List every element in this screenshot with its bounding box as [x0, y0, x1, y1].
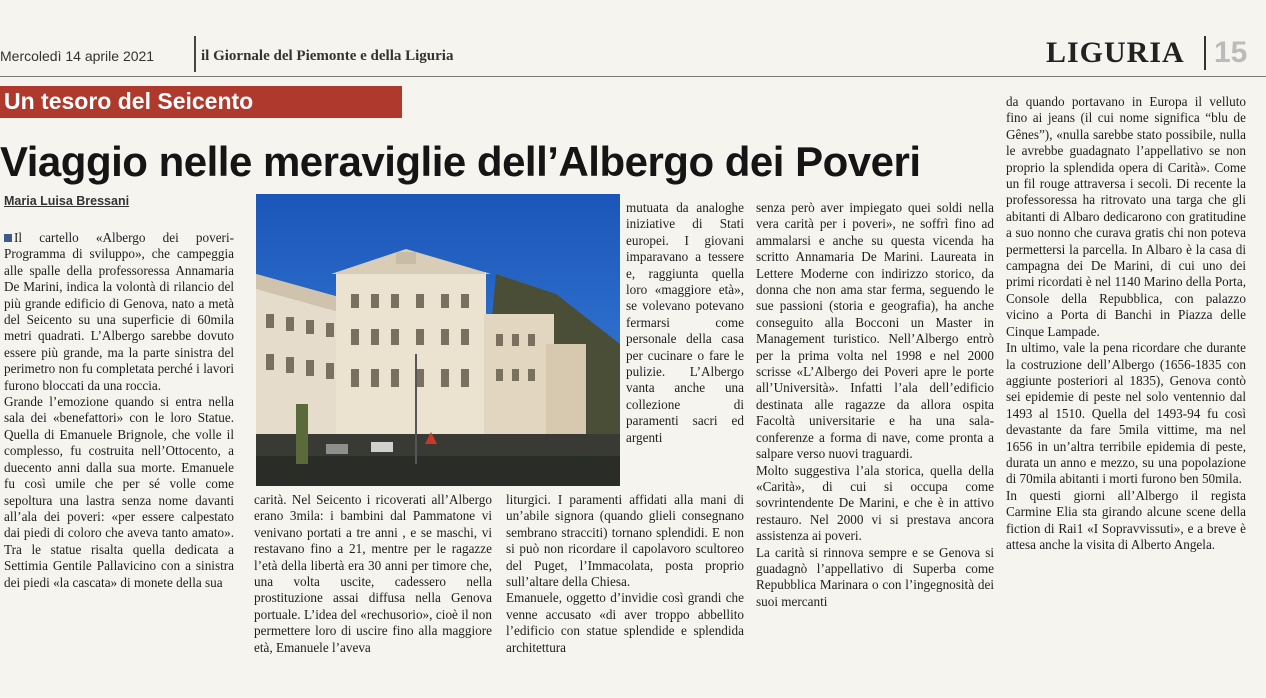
- paragraph: Emanuele, oggetto d’invidie così grandi che venne accusato «di aver troppo abbellito l’edificio con statue splendide e splendida architettura: [506, 590, 744, 655]
- paragraph: da quando portavano in Europa il velluto fino ai jeans (il cui nome significa “blu de Gênes”), «nulla sarebbe stato possibile, nulla le avrebbe guadagnato l’appellativo se non proprio la splendida opera di Carità». Come un fil rouge attraversa i secoli. Di recente la professoressa ha ritrovato una targa che gli abitanti di Albaro dedicarono con gratitudine a suo nonno che curava gratis chi non poteva permettersi la parcella. In Albaro è la casa di campagna dei De Marini, di cui uno dei primi ricordati è nel 1140 Marino della Porta, Console della Repubblica, con palazzo vicino a Porta di Banchi in Piazza delle Cinque Lampade.: [1006, 94, 1246, 339]
- albergo-dei-poveri-illustration: [256, 194, 620, 486]
- paragraph: Grande l’emozione quando si entra nella sala dei «benefattori» con le loro Statue. Quella di Emanuele Brignole, che volle il complesso, fu costruita nell’Ottocento, a duecento anni dalla sua morte. Emanuele fu così umile che per sé volle come sepoltura una lastra senza nome davanti all’ala dei poveri: «per essere calpestato dai piedi di coloro che aveva tanto amato». Tra le statue risalta quella dedicata a Settimia Gentile Pallavicino con a sinistra dei piedi «la cascata» di monete della sua: [4, 394, 234, 590]
- author-byline: Maria Luisa Bressani: [4, 194, 130, 208]
- paragraph: In ultimo, vale la pena ricordare che durante la costruzione dell’Albergo (1656-1835 con aggiunte posteriori al 1835), Genova contò sei epidemie di peste nel solo ventennio dal 1493 al 1510. Quella del 1493-94 fu così devastante da fare 5mila vittime, ma nel 1656 in un’altra terribile epidemia di peste, durata un anno e mezzo, su una popolazione di 70mila abitanti i morti furono ben 50mila.: [1006, 340, 1246, 487]
- text-column-3-bottom: [506, 492, 744, 656]
- paragraph: In questi giorni all’Albergo il regista Carmine Elia sta girando alcune scene della fiction di Rai1 «I Sopravvissuti», e a breve è attesa anche la visita di Alberto Angela.: [1006, 487, 1246, 552]
- kicker-text: Un tesoro del Seicento: [4, 88, 254, 114]
- header-divider: [1204, 36, 1206, 70]
- text-column-3-top: [626, 200, 744, 446]
- paragraph: senza però aver impiegato quei soldi nella vera carità per i poveri», ne soffrì fino ad ammalarsi e anche su questa vicenda ha scritto Annamaria De Marini. Laureata in Lettere Moderne con indirizzo storico, da donna che non ama star ferma, seguendo le sue passioni (storia e geografia), ha anche conseguito alla Bocconi un Master in Management turistico. Nell’Albergo entrò per la prima volta nel 1998 e nel 2000 scrisse «L’Albergo dei Poveri apre le porte all’Università». Infatti l’ala dell’edificio destinata alle ragazze da allora ospita Facoltà universitarie e ha una sala-conferenze a forma di nave, come pronta a salpare verso nuovi traguardi.: [756, 200, 994, 462]
- header-divider: [194, 36, 196, 72]
- text-column-2: [254, 492, 492, 656]
- article-title: Viaggio nelle meraviglie dell’Albergo dei Poveri: [0, 138, 921, 185]
- paragraph: La carità si rinnova sempre e se Genova si guadagnò l’appellativo di Superba come Repubblica Marinara o con l’ingegnosità dei suoi mercanti: [756, 544, 994, 609]
- header-rule: [0, 76, 1266, 77]
- paragraph-marker-icon: [4, 234, 12, 242]
- paragraph: Il cartello «Albergo dei poveri-Programma di sviluppo», che campeggia alle spalle della professoressa Annamaria De Marini, indica la volontà di rilancio del più grande edificio di Genova, nato a metà del Seicento su una superficie di 60mila metri quadrati. L’Albergo sarebbe dovuto essere più grande, ma la parte sinistra del perimetro non fu completata perché i lavori furono bloccati da una roccia.: [4, 230, 234, 393]
- paragraph: Molto suggestiva l’ala storica, quella della «Carità», di cui si occupa come sovrintendente De Marini, e che è in attivo restauro. Nel 2000 vi si prestava ancora assistenza ai poveri.: [756, 462, 994, 544]
- kicker-banner: [0, 86, 402, 118]
- paragraph: mutuata da analoghe iniziative di Stati europei. I giovani imparavano a tessere e, raggiunta quella loro «maggiore età», se volevano potevano fermarsi come personale della casa per cucinare o fare le pulizie. L’Albergo vanta anche una collezione di paramenti sacri ed argenti: [626, 200, 744, 445]
- text-column-1: [4, 230, 234, 591]
- text-column-5: [1006, 94, 1246, 553]
- paragraph: liturgici. I paramenti affidati alla mani di un’abile signora (quando glieli consegnano sembrano stracciti) tornano splendidi. E non si può non ricordare il capolavoro scultoreo del Puget, l’Immacolata, posta proprio sull’altare della Chiesa.: [506, 492, 744, 590]
- paragraph: carità. Nel Seicento i ricoverati all’Albergo erano 3mila: i bambini dal Pammatone vi venivano portati a tre anni , e se maschi, vi restavano fino a 21, mentre per le ragazze l’età della libertà era 30 anni per timore che, una volta uscite, cadessero nella prostituzione assai diffusa nella Genova portuale. L’idea del «rechusorio», cioè il non permettere loro di uscire fino alla maggiore età, Emanuele l’aveva: [254, 492, 492, 655]
- page-number: 15: [1214, 36, 1248, 69]
- building-photo: [256, 194, 620, 486]
- newspaper-name: il Giornale del Piemonte e della Liguria: [201, 48, 454, 64]
- section-name: LIGURIA: [1046, 36, 1185, 69]
- text-column-4: [756, 200, 994, 610]
- issue-date: Mercoledì 14 aprile 2021: [0, 48, 155, 64]
